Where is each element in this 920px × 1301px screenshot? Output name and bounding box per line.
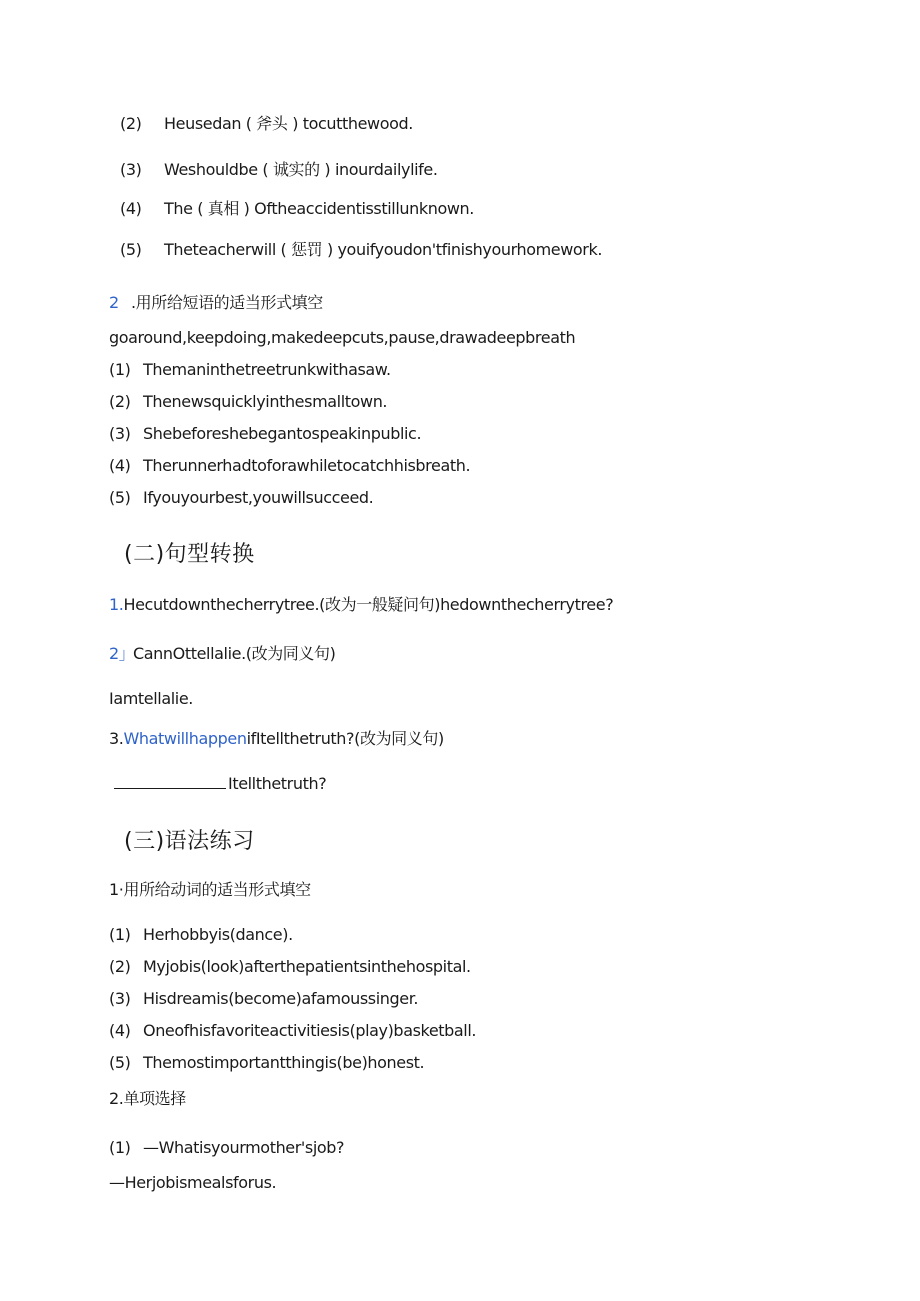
item-number: (4) [120, 199, 142, 218]
phrase-item [109, 392, 387, 412]
item-text: Hisdreamis(become)afamoussinger. [143, 989, 419, 1008]
item-number: (1) [109, 360, 131, 379]
item-number: (5) [109, 1053, 131, 1072]
item-number: (1) [109, 1138, 131, 1157]
item-text: Oneofhisfavoriteactivitiesis(play)basketball. [143, 1021, 477, 1040]
question-number: 2」 [109, 644, 135, 663]
section-heading: (三)语法练习 [124, 829, 255, 854]
answer-line [114, 774, 326, 794]
item-text: The ( 真相 ) Oftheaccidentisstillunknown. [164, 199, 474, 218]
answer-blank[interactable] [114, 774, 226, 789]
item-text: Thenewsquicklyinthesmalltown. [143, 392, 388, 411]
question-text: ifItellthetruth?(改为同义句) [246, 729, 444, 748]
grammar-item [109, 989, 418, 1009]
grammar-item [109, 1021, 476, 1041]
item-number: (5) [120, 240, 142, 259]
phrase-section-title [109, 293, 323, 313]
question-number: 1. [109, 595, 124, 614]
phrase-item [109, 456, 470, 476]
vocab-item [120, 199, 474, 219]
item-number: (2) [109, 392, 131, 411]
question-text: —Whatisyourmother'sjob? [143, 1138, 345, 1157]
grammar-item [109, 925, 293, 945]
item-text: Therunnerhadtoforawhiletocatchhisbreath. [143, 456, 471, 475]
answer-text: Itellthetruth? [228, 774, 327, 793]
question [109, 644, 335, 664]
item-number: (2) [109, 957, 131, 976]
question [109, 729, 444, 749]
section-heading: (二)句型转换 [124, 542, 255, 567]
item-text: Themostimportantthingis(be)honest. [143, 1053, 425, 1072]
grammar-item [109, 1053, 424, 1073]
answer-line: Iamtellalie. [109, 689, 193, 708]
item-number: (3) [109, 424, 131, 443]
vocab-item [120, 114, 413, 134]
item-text: Ifyouyourbest,youwillsucceed. [143, 488, 374, 507]
vocab-item [120, 160, 438, 180]
phrase-item [109, 488, 373, 508]
mc-answer: —Herjobismealsforus. [109, 1173, 277, 1192]
item-text: Theteacherwill ( 惩罚 ) youifyoudon'tfinishyourhomework. [164, 240, 603, 259]
phrase-item [109, 360, 391, 380]
phrase-item [109, 424, 421, 444]
item-text: Heusedan ( 斧头 ) tocutthewood. [164, 114, 413, 133]
item-number: (4) [109, 1021, 131, 1040]
phrase-list: goaround,keepdoing,makedeepcuts,pause,drawadeepbreath [109, 328, 576, 347]
question-text-highlight: Whatwillhappen [123, 729, 247, 748]
subsection-title: 1·用所给动词的适当形式填空 [109, 880, 311, 899]
subsection-title: 2.单项选择 [109, 1089, 186, 1108]
section-title: .用所给短语的适当形式填空 [131, 293, 323, 312]
item-text: Myjobis(look)afterthepatientsinthehospital. [143, 957, 471, 976]
question-text: CannOttellalie.(改为同义句) [133, 644, 336, 663]
item-number: (1) [109, 925, 131, 944]
grammar-item [109, 957, 471, 977]
section-number: 2 [109, 293, 119, 312]
vocab-item [120, 240, 602, 260]
question-number: 3. [109, 729, 124, 748]
item-number: (3) [120, 160, 142, 179]
item-text: Shebeforeshebegantospeakinpublic. [143, 424, 422, 443]
item-text: Themaninthetreetrunkwithasaw. [143, 360, 391, 379]
mc-question [109, 1138, 344, 1158]
question-text: Hecutdownthecherrytree.(改为一般疑问句)hedownthecherrytree? [123, 595, 614, 614]
item-text: Herhobbyis(dance). [143, 925, 293, 944]
item-number: (2) [120, 114, 142, 133]
item-text: Weshouldbe ( 诚实的 ) inourdailylife. [164, 160, 438, 179]
question [109, 595, 613, 615]
item-number: (3) [109, 989, 131, 1008]
item-number: (5) [109, 488, 131, 507]
item-number: (4) [109, 456, 131, 475]
